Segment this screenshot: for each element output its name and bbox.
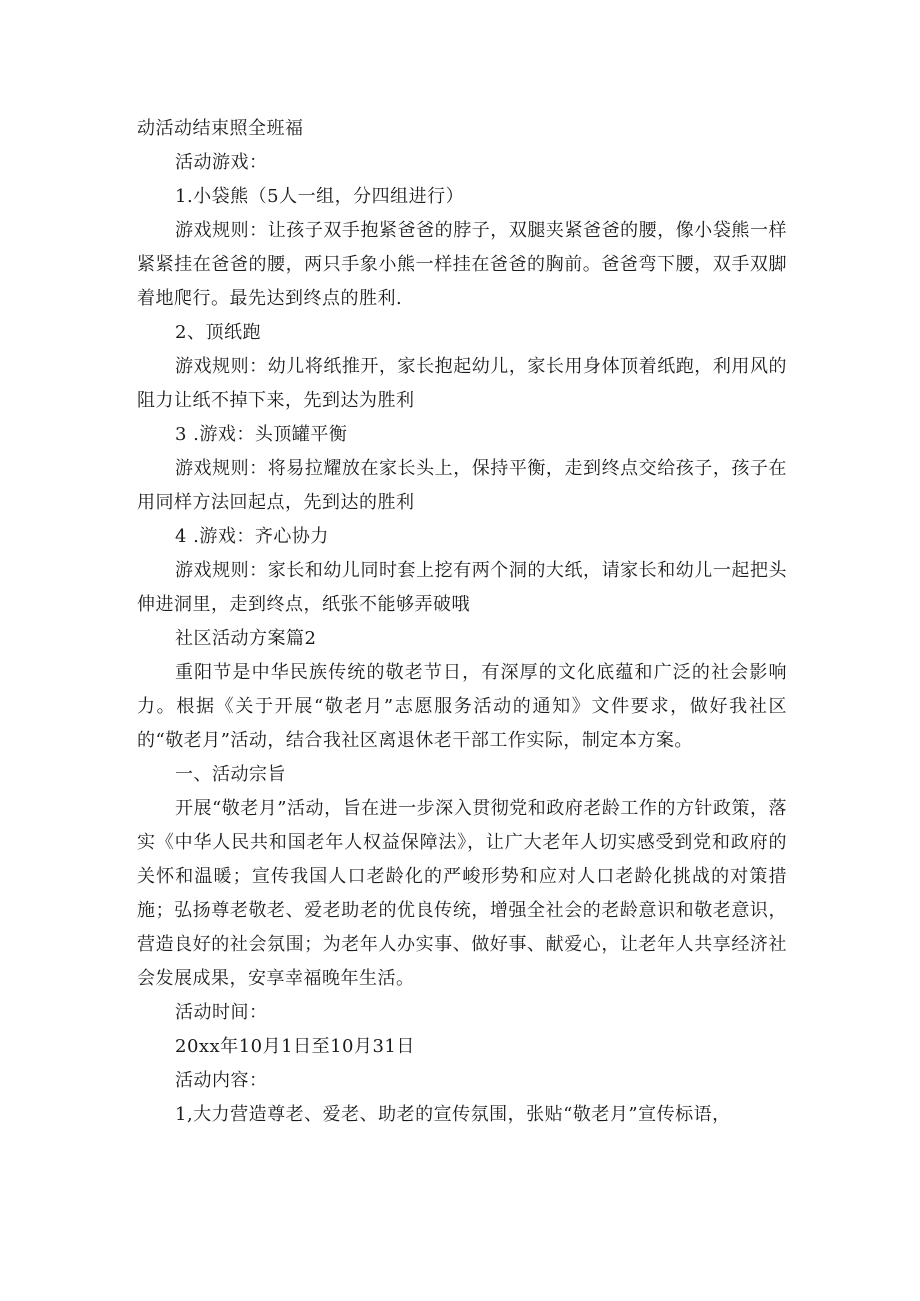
paragraph-15: 活动时间： <box>175 1002 268 1023</box>
document-body <box>137 112 787 1132</box>
paragraph-17: 活动内容： <box>175 1070 268 1091</box>
paragraph-18: 1,大力营造尊老、爱老、助老的宣传氛围，张贴“敬老月”宣传标语， <box>175 1104 731 1125</box>
paragraph-16: 20xx年10月1日至10月31日 <box>175 1036 415 1057</box>
paragraph-10: 游戏规则：家长和幼儿同时套上挖有两个洞的大纸，请家长和幼儿一起把头伸进洞里，走到终点，纸张不能够弄破哦 <box>137 560 787 615</box>
paragraph-5: 2、顶纸跑 <box>175 322 261 343</box>
paragraph-13: 一、活动宗旨 <box>175 764 286 785</box>
paragraph-11: 社区活动方案篇2 <box>175 628 317 649</box>
paragraph-2: 活动游戏： <box>175 152 268 173</box>
paragraph-9: 4 .游戏：齐心协力 <box>175 526 329 547</box>
paragraph-14: 开展“敬老月”活动，旨在进一步深入贯彻党和政府老龄工作的方针政策，落实《中华人民共和国老年人权益保障法》，让广大老年人切实感受到党和政府的关怀和温暖；宣传我国人口老龄化的严峻形势和应对人口老龄化挑战的对策措施；弘扬尊老敬老、爱老助老的优良传统，增强全社会的老龄意识和敬老意识，营造良好的社会氛围；为老年人办实事、做好事、献爱心，让老年人共享经济社会发展成果，安享幸福晚年生活。 <box>137 798 787 989</box>
paragraph-4: 游戏规则：让孩子双手抱紧爸爸的脖子，双腿夹紧爸爸的腰，像小袋熊一样紧紧挂在爸爸的腰，两只手象小熊一样挂在爸爸的胸前。爸爸弯下腰，双手双脚着地爬行。最先达到终点的胜利. <box>137 220 787 309</box>
paragraph-8: 游戏规则：将易拉耀放在家长头上，保持平衡，走到终点交给孩子，孩子在用同样方法回起点，先到达的胜利 <box>137 458 787 513</box>
paragraph-6: 游戏规则：幼儿将纸推开，家长抱起幼儿，家长用身体顶着纸跑，利用风的阻力让纸不掉下来，先到达为胜利 <box>137 356 787 411</box>
paragraph-12: 重阳节是中华民族传统的敬老节日，有深厚的文化底蕴和广泛的社会影响力。根据《关于开展“敬老月”志愿服务活动的通知》文件要求，做好我社区的“敬老月”活动，结合我社区离退休老干部工作实际，制定本方案。 <box>137 662 787 751</box>
paragraph-3: 1.小袋熊（5人一组，分四组进行） <box>175 186 465 207</box>
paragraph-1: 动活动结束照全班福 <box>137 118 304 139</box>
paragraph-7: 3 .游戏：头顶罐平衡 <box>175 424 348 445</box>
